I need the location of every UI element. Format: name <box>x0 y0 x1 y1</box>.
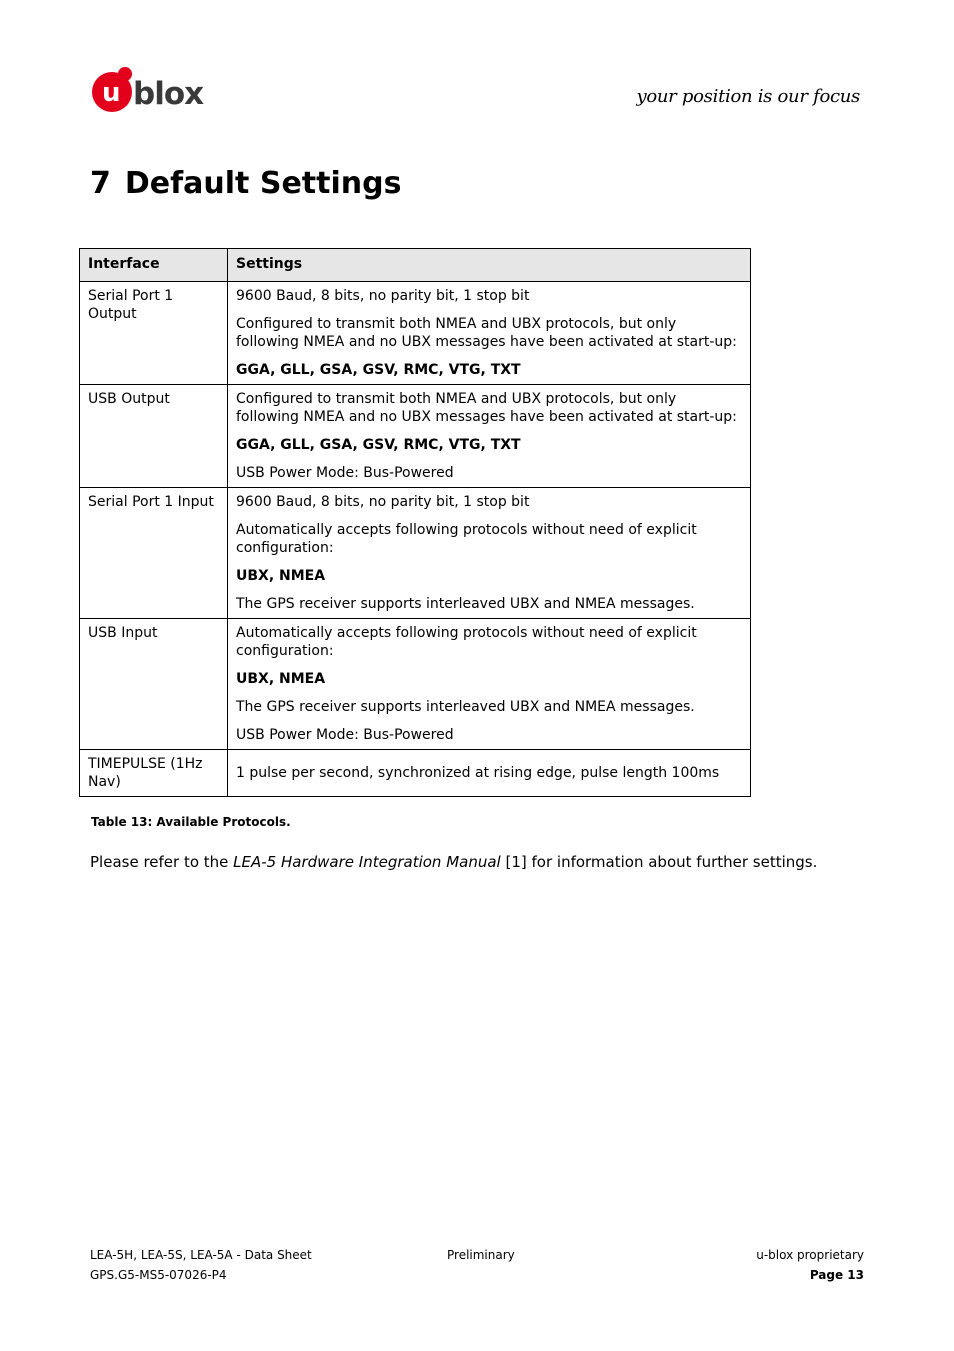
section-number: 7 <box>90 166 111 201</box>
interface-cell: Serial Port 1 Output <box>80 282 228 385</box>
interface-cell: USB Output <box>80 385 228 488</box>
section-title: Default Settings <box>124 166 402 201</box>
table-row <box>80 282 751 385</box>
table-row <box>80 619 751 750</box>
classification: u-blox proprietary <box>756 1248 864 1262</box>
footer-center <box>447 1245 515 1265</box>
table-row <box>80 385 751 488</box>
doc-status: Preliminary <box>447 1248 515 1262</box>
setting-line: USB Power Mode: Bus-Powered <box>236 727 454 743</box>
reference-paragraph: Please refer to the LEA-5 Hardware Integration Manual [1] for information about further settings. <box>90 853 818 871</box>
interface-cell: Serial Port 1 Input <box>80 488 228 619</box>
svg-text:blox: blox <box>133 76 204 112</box>
setting-line: USB Power Mode: Bus-Powered <box>236 465 454 481</box>
footer-right <box>756 1245 864 1285</box>
svg-text:u: u <box>102 78 121 108</box>
header-settings: Settings <box>228 249 751 282</box>
settings-cell <box>228 282 751 385</box>
setting-line: UBX, NMEA <box>236 568 326 584</box>
doc-id: GPS.G5-MS5-07026-P4 <box>90 1268 227 1282</box>
setting-line: Automatically accepts following protocols without need of explicit configuration: <box>236 625 697 659</box>
setting-line: Automatically accepts following protocols without need of explicit configuration: <box>236 522 697 556</box>
settings-cell <box>228 488 751 619</box>
doc-name: LEA-5H, LEA-5S, LEA-5A - Data Sheet <box>90 1248 312 1262</box>
interface-cell: TIMEPULSE (1Hz Nav) <box>80 750 228 797</box>
page-title <box>90 166 401 201</box>
manual-title: LEA-5 Hardware Integration Manual <box>233 853 501 871</box>
setting-line: 1 pulse per second, synchronized at rising edge, pulse length 100ms <box>236 765 720 781</box>
setting-line: The GPS receiver supports interleaved UBX and NMEA messages. <box>236 699 695 715</box>
setting-line: UBX, NMEA <box>236 671 326 687</box>
setting-line: GGA, GLL, GSA, GSV, RMC, VTG, TXT <box>236 437 521 453</box>
settings-cell <box>228 750 751 797</box>
setting-line: Configured to transmit both NMEA and UBX protocols, but only following NMEA and no UBX messages have been activated at start-up: <box>236 316 737 350</box>
settings-cell <box>228 619 751 750</box>
page-number: Page 13 <box>809 1268 864 1282</box>
header-interface: Interface <box>80 249 228 282</box>
interface-cell: USB Input <box>80 619 228 750</box>
setting-line: Configured to transmit both NMEA and UBX protocols, but only following NMEA and no UBX messages have been activated at start-up: <box>236 391 737 425</box>
ublox-logo <box>92 66 222 116</box>
setting-line: 9600 Baud, 8 bits, no parity bit, 1 stop bit <box>236 494 530 510</box>
table-row <box>80 750 751 797</box>
setting-line: The GPS receiver supports interleaved UBX and NMEA messages. <box>236 596 695 612</box>
footer-left <box>90 1245 312 1285</box>
tagline: your position is our focus <box>636 86 860 107</box>
table-header-row <box>80 249 751 282</box>
table-row <box>80 488 751 619</box>
settings-table <box>79 248 751 797</box>
setting-line: GGA, GLL, GSA, GSV, RMC, VTG, TXT <box>236 362 521 378</box>
setting-line: 9600 Baud, 8 bits, no parity bit, 1 stop bit <box>236 288 530 304</box>
settings-cell <box>228 385 751 488</box>
table-caption: Table 13: Available Protocols. <box>91 815 291 829</box>
